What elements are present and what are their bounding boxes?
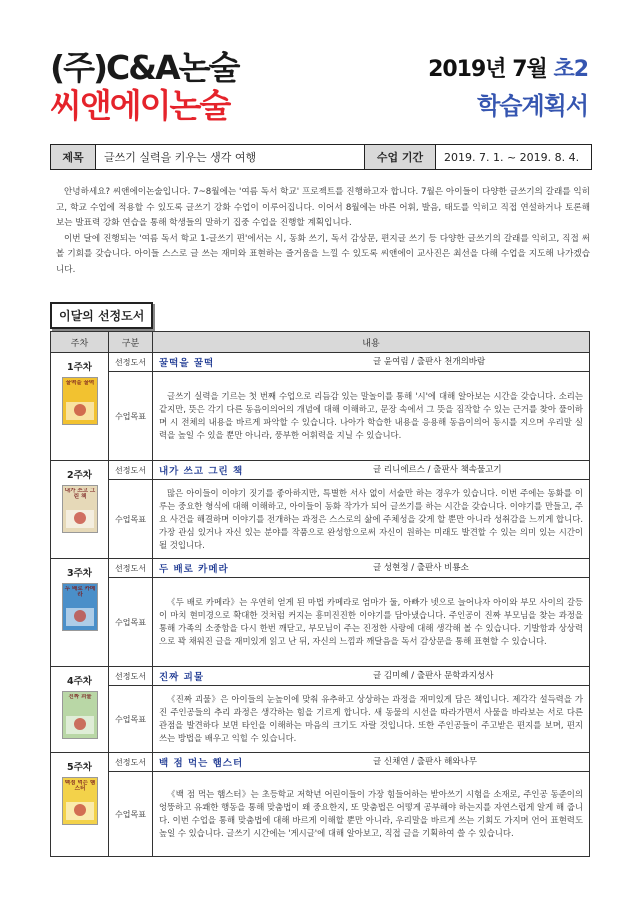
book-cover-image [62,777,98,825]
intro-paragraph: 안녕하세요? 씨앤에이논술입니다. 7~8월에는 '여름 독서 학교' 프로젝트를 진행하고자 합니다. 7월은 아이들이 다양한 글쓰기의 갈래를 익히고, 학교 수업에 적용할 수 있도록 글쓰기 강화 수업이 이루어집니다. 이어서 8월에는 바른 어휘, 발음, 태도를 익히고 직접 연설하거나 토론해 보는 발표력 강화 연습을 통해 학생들의 말하기 집중 수업을 진행할 계획입니다. [56,187,590,228]
week-goal-row [51,686,590,753]
book-cover-image [62,583,98,631]
book-cover-title: 진짜 괴물 [67,694,92,700]
book-info [153,559,590,578]
goal-description: 글쓰기 실력을 기르는 첫 번째 수업으로 리듬감 있는 말놀이를 통해 '시'에 대해 알아보는 시간을 갖습니다. 소리는 같지만, 뜻은 각기 다른 동음이의어의 개념에 대해 이해하고, 문장 속에서 그 뜻을 짐작할 수 있는 근거를 찾아 풀이하며 시 전체의 내용을 바르게 파악할 수 있습니다. 나아가 학습한 내용을 응용해 동음이의어 동시를 지으며 우리말 실력을 높일 수 있을 뿐만 아니라, 풍부한 어휘력을 지닐 수 있습니다. [153,372,590,461]
intro-paragraph: 이번 달에 진행되는 '여름 독서 학교 1-글쓰기 편'에서는 시, 동화 쓰기, 독서 감상문, 편지글 쓰기 등 다양한 글쓰기의 갈래를 익히고, 직접 써 볼 기회를 갖습니다. 아이들 스스로 글 쓰는 재미와 표현하는 즐거움을 느낄 수 있도록 씨앤에이 교사진은 최선을 다해 수업을 지도해 나가겠습니다. [56,233,590,275]
book-label: 선정도서 [109,559,153,578]
document-date [428,52,588,83]
book-label: 선정도서 [109,461,153,480]
goal-description: 《두 배로 카메라》는 우연히 얻게 된 마법 카메라로 엄마가 둘, 아빠가 넷으로 늘어나자 아이와 부모 사이의 갈등이 마치 현미경으로 확대한 것처럼 커지는 흥미진진한 이야기를 담아냈습니다. 주인공이 진짜 부모님을 찾는 과정을 통해 가족의 소중함을 다시 한번 깨닫고, 부모님이 주는 진정한 사랑에 대해 생각해 볼 수 있습니다. 기발함과 상상력으로 꽉 채워진 글을 재미있게 읽고 난 뒤, 자신의 느낌과 깨달음을 독서 감상문을 통해 표현할 수 있습니다. [153,578,590,667]
book-cover-figure [74,404,86,416]
week-cell [51,353,109,461]
book-author: 글 김미혜 / 출판사 문학과지성사 [373,671,494,681]
book-cover-title-area [64,694,96,716]
book-cover-figure [74,718,86,730]
period-label: 수업 기간 [365,145,436,169]
goal-label: 수업목표 [109,686,153,753]
company-logo-korean: 씨앤에이논술 [50,86,230,125]
book-cover-image [62,377,98,425]
intro-text [56,185,590,278]
week-book-row [51,461,590,480]
week-book-row [51,353,590,372]
book-title: 백 점 먹는 햄스터 [159,758,244,769]
header-content: 내용 [153,332,590,353]
book-plan-table [50,331,590,857]
week-label: 4주차 [67,676,92,687]
header-week: 주차 [51,332,109,353]
book-cover-image [62,485,98,533]
title-value: 글쓰기 실력을 키우는 생각 여행 [96,145,365,169]
week-cell [51,461,109,559]
week-label: 1주차 [67,362,92,373]
book-title: 내가 쓰고 그린 책 [159,466,244,477]
book-cover-title: 백점 먹는 햄스터 [64,780,95,792]
book-label: 선정도서 [109,667,153,686]
period-value: 2019. 7. 1. ~ 2019. 8. 4. [444,150,580,164]
table-header-row [51,332,590,353]
book-author: 글 신채연 / 출판사 해와나무 [373,757,477,767]
book-cover-figure [74,512,86,524]
book-author: 글 윤여림 / 출판사 천개의바람 [373,357,486,367]
week-label: 5주차 [67,762,92,773]
goal-label: 수업목표 [109,772,153,857]
book-cover-title: 두 배로 카메라 [64,586,95,598]
book-title: 두 배로 카메라 [159,564,229,575]
book-cover-figure [74,610,86,622]
goal-label: 수업목표 [109,578,153,667]
book-cover-title-area [64,488,96,510]
book-cover-image [62,691,98,739]
week-label: 2주차 [67,470,92,481]
book-title: 진짜 괴물 [159,672,205,683]
grade-text: 초2 [553,57,588,82]
goal-label: 수업목표 [109,372,153,461]
week-book-row [51,753,590,772]
book-title: 꿀떡을 꿀떡 [159,358,215,369]
week-cell [51,559,109,667]
book-info [153,461,590,480]
book-author: 글 리니에르스 / 출판사 책속물고기 [373,465,502,475]
book-cover-title-area [64,780,96,802]
week-cell [51,667,109,753]
book-cover-title: 꿀떡을 꿀떡 [65,380,94,386]
goal-description: 《백 점 먹는 햄스터》는 초등학교 저학년 어린이들이 가장 힘들어하는 받아쓰기 시험을 소재로, 주인공 동준이의 엉뚱하고 유쾌한 행동을 통해 맞춤법이 왜 중요한지, 또 맞춤법은 어떻게 공부해야 하는지를 자연스럽게 알게 해 줍니다. 이번 수업을 통해 맞춤법에 대해 바르게 이해할 뿐만 아니라, 우리말을 바르게 쓰는 기회도 가지며 언어 표현력도 높일 수 있습니다. 글쓰기 시간에는 '게시글'에 대해 알아보고, 직접 글을 기획하여 쓸 수 있습니다. [153,772,590,857]
goal-description: 《진짜 괴물》은 아이들의 눈높이에 맞춰 유추하고 상상하는 과정을 재미있게 담은 책입니다. 제각각 설득력을 가진 주인공들의 추리 과정은 생각하는 힘을 기르게 합니다. 새 동물의 시선을 따라가면서 사물을 바라보는 서로 다른 관점을 발견하다 보면 타인을 이해하는 마음의 크기도 자랄 것입니다. 또한 주인공들이 주고받은 편지를 보며, 편지 쓰는 방법을 배우고 익힐 수 있습니다. [153,686,590,753]
document-type: 학습계획서 [477,92,588,120]
book-label: 선정도서 [109,753,153,772]
book-info [153,353,590,372]
header-type: 구분 [109,332,153,353]
company-logo-name: (주)C&A논술 [50,48,239,87]
book-author: 글 성현정 / 출판사 비룡소 [373,563,469,573]
book-cover-title-area [64,380,96,402]
book-cover-figure [74,804,86,816]
book-label: 선정도서 [109,353,153,372]
week-cell [51,753,109,857]
week-goal-row [51,772,590,857]
book-cover-title-area [64,586,96,608]
week-goal-row [51,372,590,461]
week-goal-row [51,480,590,559]
book-info [153,753,590,772]
week-book-row [51,667,590,686]
week-goal-row [51,578,590,667]
goal-label: 수업목표 [109,480,153,559]
week-book-row [51,559,590,578]
book-info [153,667,590,686]
book-cover-title: 내가 쓰고 그린 책 [64,488,95,500]
section-title: 이달의 선정도서 [50,302,153,329]
date-text: 2019년 7월 [428,57,554,82]
goal-description: 많은 아이들이 이야기 짓기를 좋아하지만, 특별한 서사 없이 서술만 하는 경우가 있습니다. 이번 주에는 동화를 이루는 중요한 형식에 대해 이해하고, 아이들이 동화 작가가 되어 글쓰기를 하는 시간을 갖습니다. 이야기를 만들고, 주요 사건을 해결하며 이야기를 전개하는 과정은 스스로의 삶에 주체성을 갖게 할 뿐만 아니라 성취감을 느끼게 합니다. 가장 관심 있거나 자신 있는 분야를 작품으로 완성함으로써 자신이 원하는 미래도 발견할 수 있는 의미 있는 시간이 될 것입니다. [153,480,590,559]
week-label: 3주차 [67,568,92,579]
info-row [50,144,592,170]
title-label: 제목 [51,145,96,169]
